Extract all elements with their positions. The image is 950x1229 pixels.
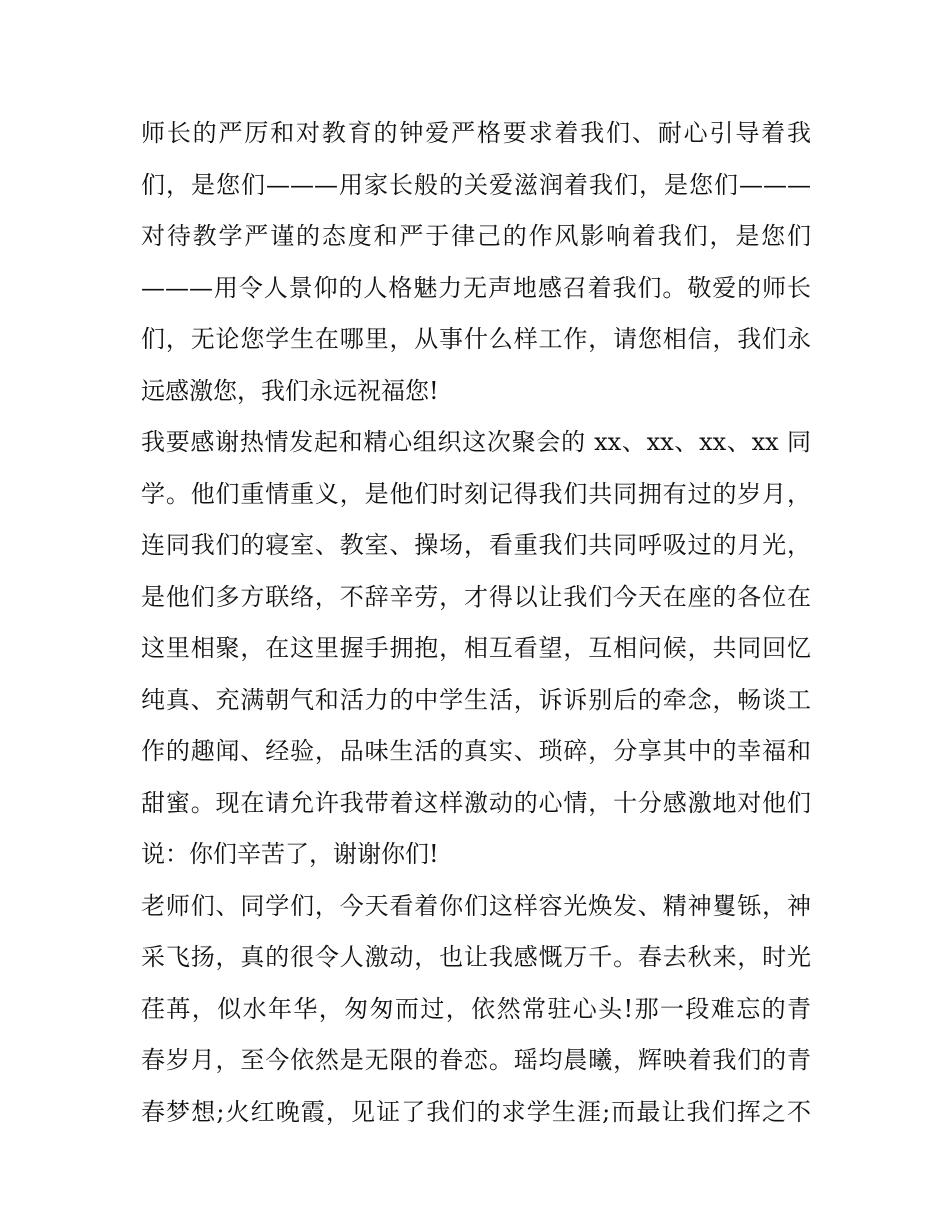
paragraph-teachers-gratitude [141,108,811,417]
text-line: ———用令人景仰的人格魅力无声地感召着我们。敬爱的师长 [141,273,811,302]
paragraph-organizers-thanks [141,417,811,881]
paragraph-reminiscence [141,881,811,1139]
text-line: 远感激您，我们永远祝福您! [141,376,439,405]
text-line: 们，是您们———用家长般的关爱滋润着我们，是您们——— [141,170,811,199]
text-line: 作的趣闻、经验，品味生活的真实、琐碎，分享其中的幸福和 [141,737,811,765]
text-line: 我要感谢热情发起和精心组织这次聚会的 xx、xx、xx、xx 同 [141,428,811,456]
text-line: 这里相聚，在这里握手拥抱，相互看望，互相问候，共同回忆 [141,634,811,662]
text-line: 对待教学严谨的态度和严于律己的作风影响着我们，是您们 [141,222,811,250]
text-line: 说：你们辛苦了，谢谢你们! [141,840,439,868]
text-line: 师长的严厉和对教育的钟爱严格要求着我们、耐心引导着我 [141,119,811,147]
text-line: 春岁月，至今依然是无限的眷恋。瑶均晨曦，辉映着我们的青 [141,1046,811,1074]
text-line: 荏苒，似水年华，匆匆而过，依然常驻心头!那一段难忘的青 [141,994,811,1023]
document-body [141,108,811,1138]
text-line: 甜蜜。现在请允许我带着这样激动的心情，十分感激地对他们 [141,788,811,817]
text-line: 纯真、充满朝气和活力的中学生活，诉诉别后的牵念，畅谈工 [141,685,811,714]
text-line: 采飞扬，真的很令人激动，也让我感慨万千。春去秋来，时光 [141,943,811,971]
text-line: 学。他们重情重义，是他们时刻记得我们共同拥有过的岁月， [141,479,811,508]
text-line: 春梦想;火红晚霞，见证了我们的求学生涯;而最让我们挥之不 [141,1097,811,1126]
text-line: 老师们、同学们，今天看着你们这样容光焕发、精神矍铄，神 [141,891,811,920]
text-line: 是他们多方联络，不辞辛劳，才得以让我们今天在座的各位在 [141,582,811,611]
text-line: 们，无论您学生在哪里，从事什么样工作，请您相信，我们永 [141,325,811,353]
text-line: 连同我们的寝室、教室、操场，看重我们共同呼吸过的月光， [141,531,811,559]
